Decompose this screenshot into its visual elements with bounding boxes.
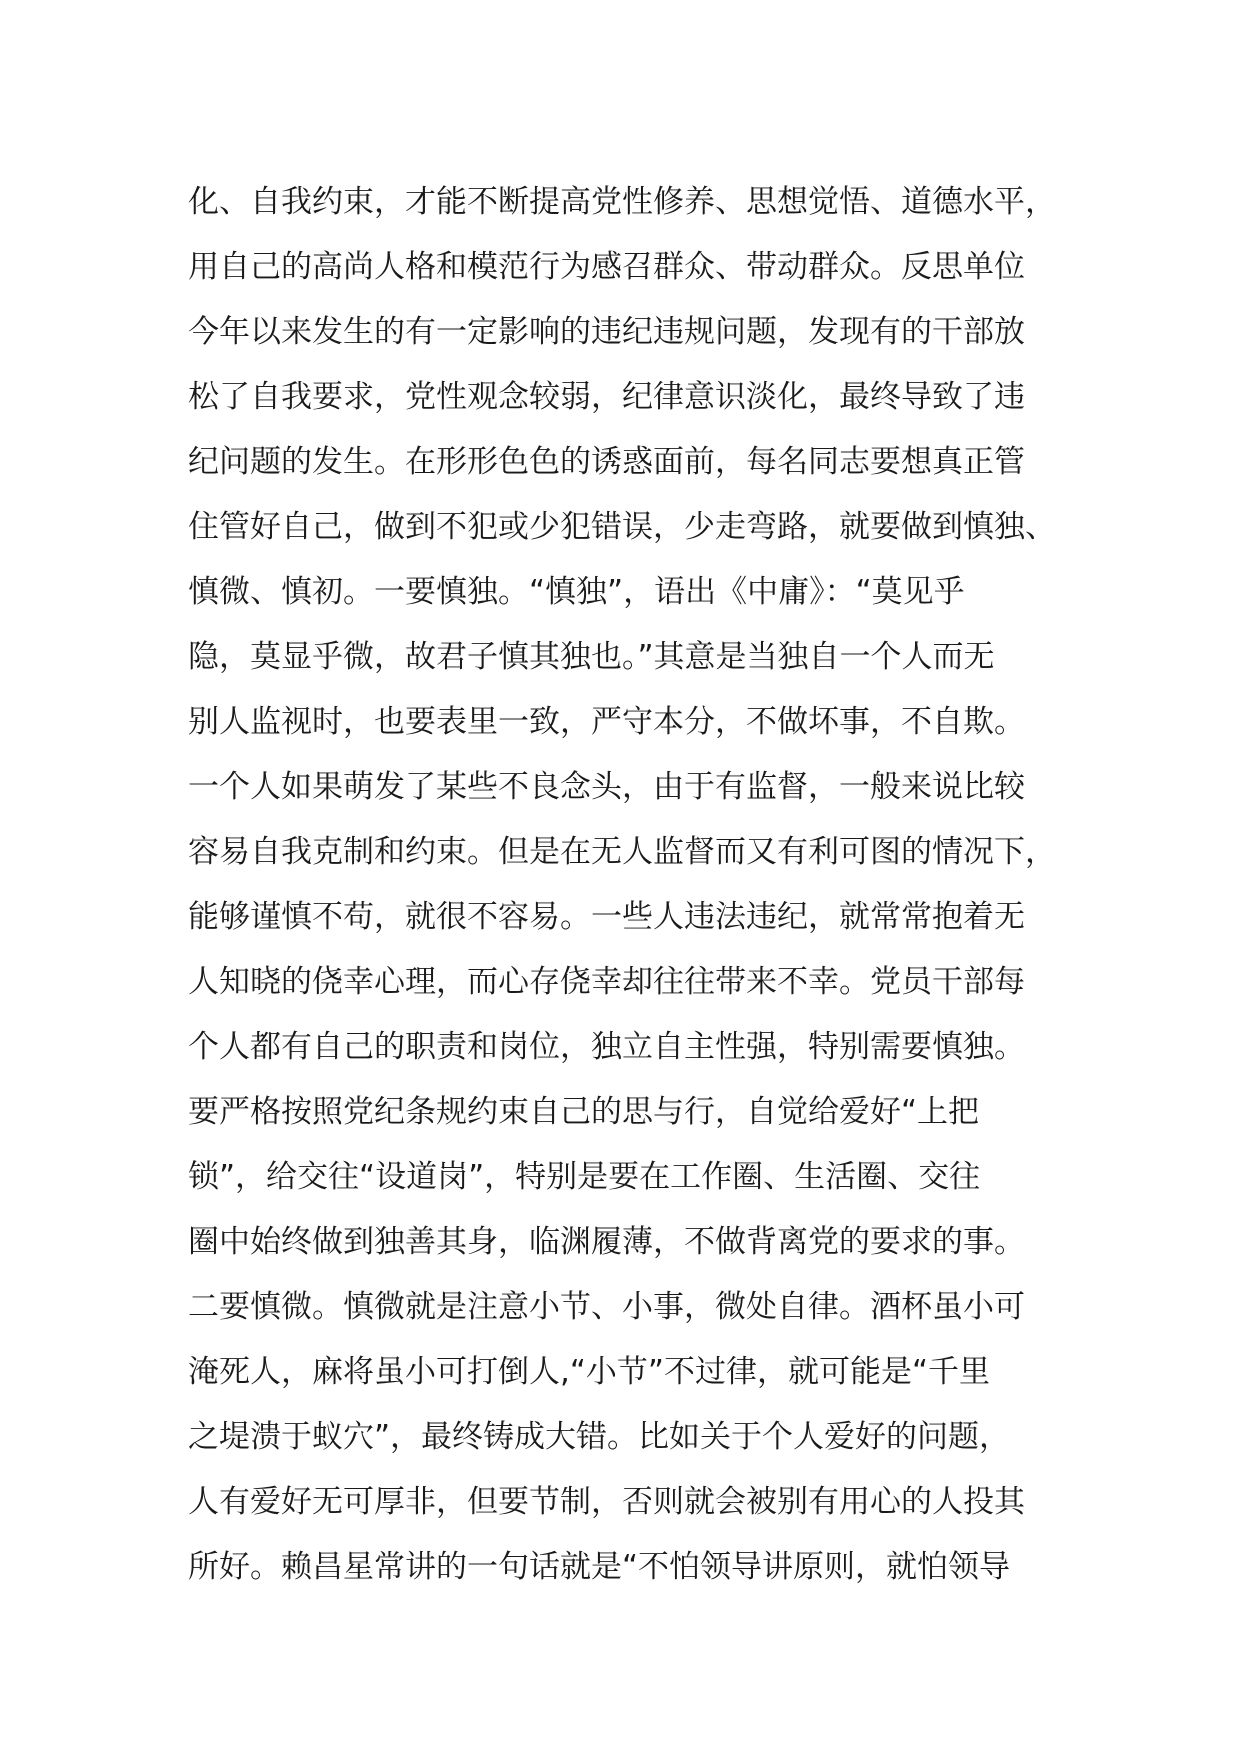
text-line: 圈中始终做到独善其身，临渊履薄，不做背离党的要求的事。 xyxy=(188,1224,1025,1260)
text-line: 淹死人，麻将虽小可打倒人,“小节”不过律，就可能是“千里 xyxy=(188,1354,991,1390)
text-line: 松了自我要求，党性观念较弱，纪律意识淡化，最终导致了违 xyxy=(188,379,1025,415)
text-line: 一个人如果萌发了某些不良念头，由于有监督，一般来说比较 xyxy=(188,769,1025,805)
text-line: 容易自我克制和约束。但是在无人监督而又有利可图的情况下， xyxy=(188,834,1056,870)
text-line: 隐，莫显乎微，故君子慎其独也。”其意是当独自一个人而无 xyxy=(188,639,995,675)
text-line: 用自己的高尚人格和模范行为感召群众、带动群众。反思单位 xyxy=(188,249,1025,285)
text-line: 别人监视时，也要表里一致，严守本分，不做坏事，不自欺。 xyxy=(188,704,1025,740)
text-line: 能够谨慎不苟，就很不容易。一些人违法违纪，就常常抱着无 xyxy=(188,899,1025,935)
text-line: 住管好自己，做到不犯或少犯错误，少走弯路，就要做到慎独、 xyxy=(188,509,1056,545)
text-line: 人有爱好无可厚非，但要节制，否则就会被别有用心的人投其 xyxy=(188,1484,1025,1520)
text-line: 今年以来发生的有一定影响的违纪违规问题，发现有的干部放 xyxy=(188,314,1025,350)
text-line: 个人都有自己的职责和岗位，独立自主性强，特别需要慎独。 xyxy=(188,1029,1025,1065)
body-text xyxy=(188,170,1088,1600)
text-line: 锁”，给交往“设道岗”，特别是要在工作圈、生活圈、交往 xyxy=(188,1159,981,1195)
text-line: 要严格按照党纪条规约束自己的思与行，自觉给爱好“上把 xyxy=(188,1094,980,1130)
text-line: 人知晓的侥幸心理，而心存侥幸却往往带来不幸。党员干部每 xyxy=(188,964,1025,1000)
text-line: 慎微、慎初。一要慎独。“慎独”，语出《中庸》：“莫见乎 xyxy=(188,574,965,610)
text-line: 纪问题的发生。在形形色色的诱惑面前，每名同志要想真正管 xyxy=(188,444,1025,480)
text-line: 之堤溃于蚁穴”，最终铸成大错。比如关于个人爱好的问题， xyxy=(188,1419,1011,1455)
text-line: 二要慎微。慎微就是注意小节、小事，微处自律。酒杯虽小可 xyxy=(188,1289,1025,1325)
text-line: 所好。赖昌星常讲的一句话就是“不怕领导讲原则，就怕领导 xyxy=(188,1549,1011,1585)
text-line: 化、自我约束，才能不断提高党性修养、思想觉悟、道德水平， xyxy=(188,184,1056,220)
